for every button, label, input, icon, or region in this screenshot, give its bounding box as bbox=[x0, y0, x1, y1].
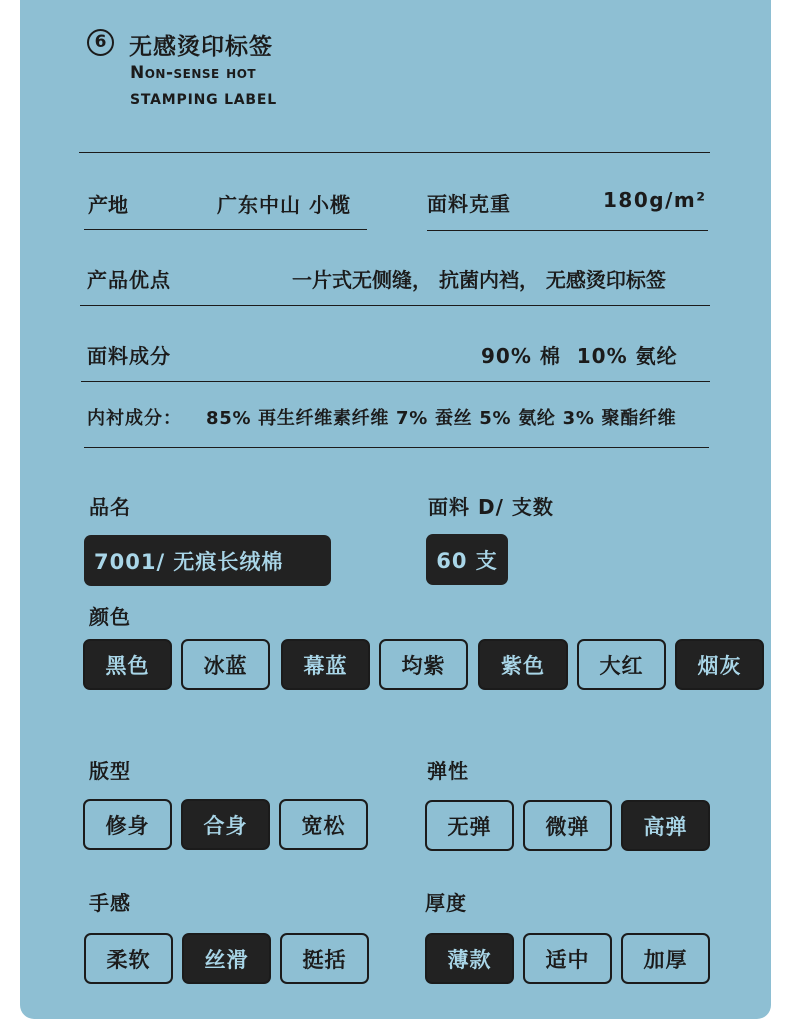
section-title-en-line2: STAMPING LABEL bbox=[130, 92, 277, 108]
color-chip[interactable]: 紫色 bbox=[478, 639, 568, 690]
origin-value: 广东中山 小榄 bbox=[217, 193, 351, 217]
weight-underline bbox=[427, 230, 708, 231]
product-name-label: 品名 bbox=[89, 495, 131, 519]
weight-label: 面料克重 bbox=[427, 192, 511, 216]
feel-chip[interactable]: 丝滑 bbox=[182, 933, 271, 984]
feel-chip[interactable]: 挺括 bbox=[280, 933, 369, 984]
fit-chip[interactable]: 合身 bbox=[181, 799, 270, 850]
fit-chip[interactable]: 宽松 bbox=[279, 799, 368, 850]
advantages-value: 一片式无侧缝， 抗菌内裆， 无感烫印标签 bbox=[292, 268, 666, 292]
feel-label: 手感 bbox=[89, 891, 131, 915]
elasticity-chip[interactable]: 微弹 bbox=[523, 800, 612, 851]
advantages-label: 产品优点 bbox=[87, 268, 171, 292]
product-name-box: 7001/ 无痕长绒棉 bbox=[84, 535, 331, 586]
elasticity-chip[interactable]: 无弹 bbox=[425, 800, 514, 851]
origin-label: 产地 bbox=[88, 193, 128, 217]
thickness-chip[interactable]: 加厚 bbox=[621, 933, 710, 984]
fit-chip[interactable]: 修身 bbox=[83, 799, 172, 850]
section-title-en-line1: Non-sense hot bbox=[130, 63, 257, 83]
lining-label: 内衬成分： bbox=[87, 408, 182, 429]
elasticity-chip[interactable]: 高弹 bbox=[621, 800, 710, 851]
color-chip[interactable]: 烟灰 bbox=[675, 639, 764, 690]
header-divider bbox=[79, 152, 710, 153]
section-title-zh: 无感烫印标签 bbox=[129, 34, 273, 60]
thickness-chip[interactable]: 薄款 bbox=[425, 933, 514, 984]
fabric-count-label: 面料 D/ 支数 bbox=[428, 495, 554, 519]
fabric-value: 90% 棉 10% 氨纶 bbox=[481, 344, 678, 368]
fabric-label: 面料成分 bbox=[87, 344, 171, 368]
lining-value: 85% 再生纤维素纤维 7% 蚕丝 5% 氨纶 3% 聚酯纤维 bbox=[206, 408, 677, 429]
thickness-label: 厚度 bbox=[425, 891, 467, 915]
lining-divider bbox=[84, 447, 709, 448]
color-chip[interactable]: 黑色 bbox=[83, 639, 172, 690]
color-chip[interactable]: 冰蓝 bbox=[181, 639, 270, 690]
color-label: 颜色 bbox=[89, 605, 131, 629]
elasticity-label: 弹性 bbox=[427, 759, 469, 783]
fabric-count-box: 60 支 bbox=[426, 534, 508, 585]
color-chip[interactable]: 幕蓝 bbox=[281, 639, 370, 690]
weight-value: 180g/m² bbox=[603, 188, 707, 212]
origin-underline bbox=[84, 229, 367, 230]
fabric-divider bbox=[81, 381, 710, 382]
thickness-chip[interactable]: 适中 bbox=[523, 933, 612, 984]
color-chip[interactable]: 大红 bbox=[577, 639, 666, 690]
advantages-divider bbox=[80, 305, 710, 306]
feel-chip[interactable]: 柔软 bbox=[84, 933, 173, 984]
section-number-badge: 6 bbox=[87, 29, 114, 56]
color-chip[interactable]: 均紫 bbox=[379, 639, 468, 690]
fit-label: 版型 bbox=[89, 759, 131, 783]
